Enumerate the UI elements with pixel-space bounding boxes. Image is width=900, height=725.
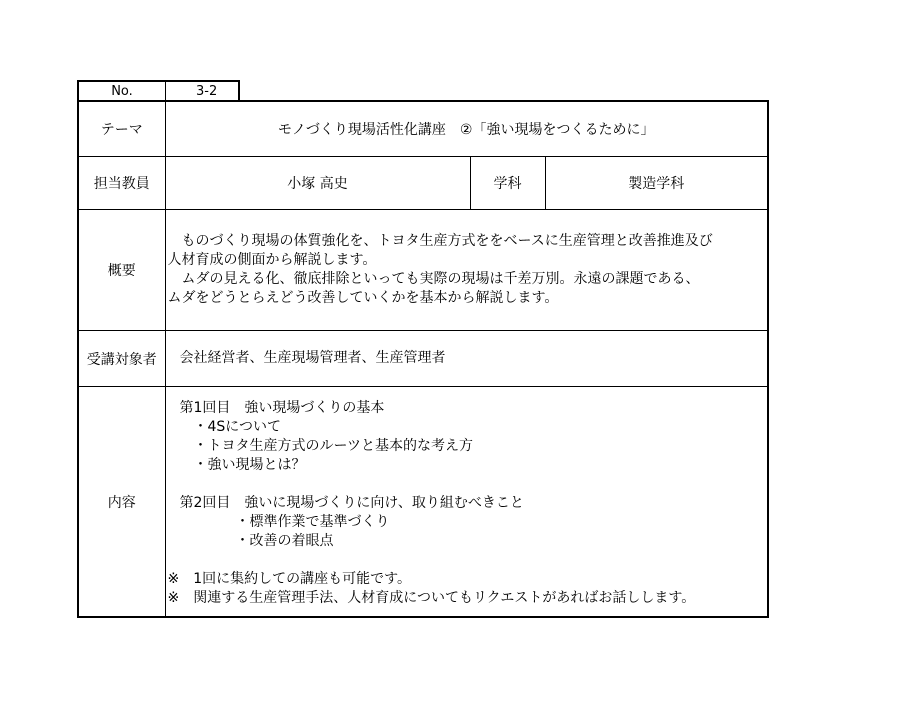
summary-label: 概要 bbox=[78, 210, 165, 331]
course-table bbox=[77, 100, 769, 618]
content-text bbox=[165, 387, 768, 618]
content-line: 第1回目 強い現場づくりの基本 bbox=[179, 400, 385, 416]
target-label: 受講対象者 bbox=[78, 331, 165, 387]
summary-row bbox=[78, 210, 768, 331]
content-line: ・強い現場とは？ bbox=[179, 457, 306, 473]
department-label: 学科 bbox=[470, 157, 545, 210]
theme-row bbox=[78, 101, 768, 157]
theme-label: テーマ bbox=[78, 101, 165, 157]
summary-line: ムダの見える化、徹底排除といっても実際の現場は千差万別。永遠の課題である、 bbox=[167, 271, 700, 287]
content-note: ※ 関連する生産管理手法、人材育成についてもリクエストがあればお話しします。 bbox=[167, 590, 696, 606]
teacher-value: 小塚 高史 bbox=[165, 157, 470, 210]
summary-line: ものづくり現場の体質強化を、トヨタ生産方式ををベースに生産管理と改善推進及び bbox=[167, 233, 713, 249]
content-line: ・4Sについて bbox=[179, 419, 282, 435]
number-label: No. bbox=[79, 82, 166, 102]
summary-text bbox=[165, 210, 768, 331]
department-value: 製造学科 bbox=[545, 157, 768, 210]
content-spacer bbox=[168, 551, 768, 570]
content-line: ・トヨタ生産方式のルーツと基本的な考え方 bbox=[179, 438, 473, 454]
content-label: 内容 bbox=[78, 387, 165, 618]
number-row bbox=[77, 80, 240, 102]
content-line: ・改善の着眼点 bbox=[179, 533, 334, 549]
teacher-row bbox=[78, 157, 768, 210]
summary-line: ムダをどうとらえどう改善していくかを基本から解説します。 bbox=[167, 290, 559, 306]
target-row bbox=[78, 331, 768, 387]
content-note: ※ 1回に集約しての講座も可能です。 bbox=[167, 571, 412, 587]
teacher-label: 担当教員 bbox=[78, 157, 165, 210]
content-line: ・標準作業で基準づくり bbox=[179, 514, 390, 530]
summary-line: 人材育成の側面から解説します。 bbox=[167, 252, 377, 268]
theme-value: モノづくり現場活性化講座 ②「強い現場をつくるために」 bbox=[165, 101, 768, 157]
content-spacer bbox=[168, 475, 768, 494]
content-row bbox=[78, 387, 768, 618]
content-line: 第2回目 強いに現場づくりに向け、取り組むべきこと bbox=[179, 495, 524, 511]
number-value: 3-2 bbox=[166, 82, 240, 102]
target-value: 会社経営者、生産現場管理者、生産管理者 bbox=[165, 331, 768, 387]
